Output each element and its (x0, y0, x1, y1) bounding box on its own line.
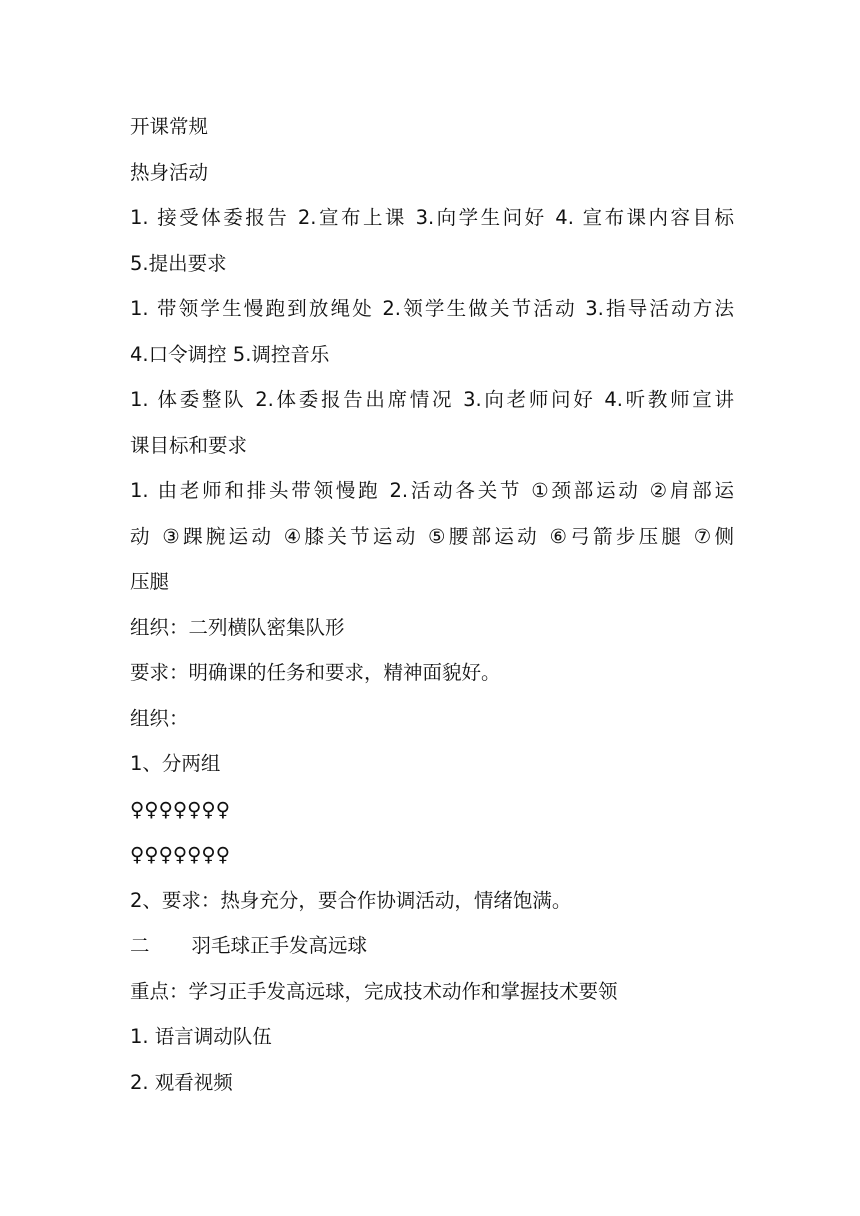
student-steps-line-1: 1. 体委整队 2.体委报告出席情况 3.向老师问好 4.听教师宣讲 (130, 388, 734, 411)
section-two-number: 二 (130, 934, 150, 957)
heading-warm-up: 热身活动 (130, 160, 209, 184)
student-steps-line-2: 课目标和要求 (130, 433, 248, 457)
warmup-student-line-2: 动 ③踝腕运动 ④膝关节运动 ⑤腰部运动 ⑥弓箭步压腿 ⑦侧 (130, 524, 734, 548)
key-point-line: 重点：学习正手发高远球，完成技术动作和掌握技术要领 (130, 979, 618, 1003)
requirement-line: 要求：明确课的任务和要求，精神面貌好。 (130, 661, 501, 684)
formation-row-1: ♀♀♀♀♀♀♀ (130, 797, 230, 821)
heading-class-routine: 开课常规 (130, 115, 209, 138)
section-two-heading (130, 931, 734, 977)
warmup-student-line-1: 1. 由老师和排头带领慢跑 2.活动各关节 ①颈部运动 ②肩部运 (130, 479, 734, 502)
teacher-steps-line-2: 5.提出要求 (130, 251, 227, 275)
warmup-student-line-3: 压腿 (130, 570, 170, 593)
warmup-teacher-line-2: 4.口令调控 5.调控音乐 (130, 342, 330, 366)
organization-label: 组织： (130, 706, 189, 730)
teacher-steps-line-1: 1. 接受体委报告 2.宣布上课 3.向学生问好 4. 宣布课内容目标 (130, 206, 734, 229)
warmup-requirement-line: 2、要求：热身充分，要合作协调活动，情绪饱满。 (130, 888, 572, 912)
formation-row-2: ♀♀♀♀♀♀♀ (130, 843, 230, 866)
split-groups-line: 1、分两组 (130, 752, 221, 775)
teaching-step-2: 2. 观看视频 (130, 1070, 233, 1094)
organization-formation: 组织：二列横队密集队形 (130, 615, 345, 639)
section-two-title: 羽毛球正手发高远球 (191, 934, 368, 957)
teaching-step-1: 1. 语言调动队伍 (130, 1025, 272, 1048)
warmup-teacher-line-1: 1. 带领学生慢跑到放绳处 2.领学生做关节活动 3.指导活动方法 (130, 297, 734, 320)
